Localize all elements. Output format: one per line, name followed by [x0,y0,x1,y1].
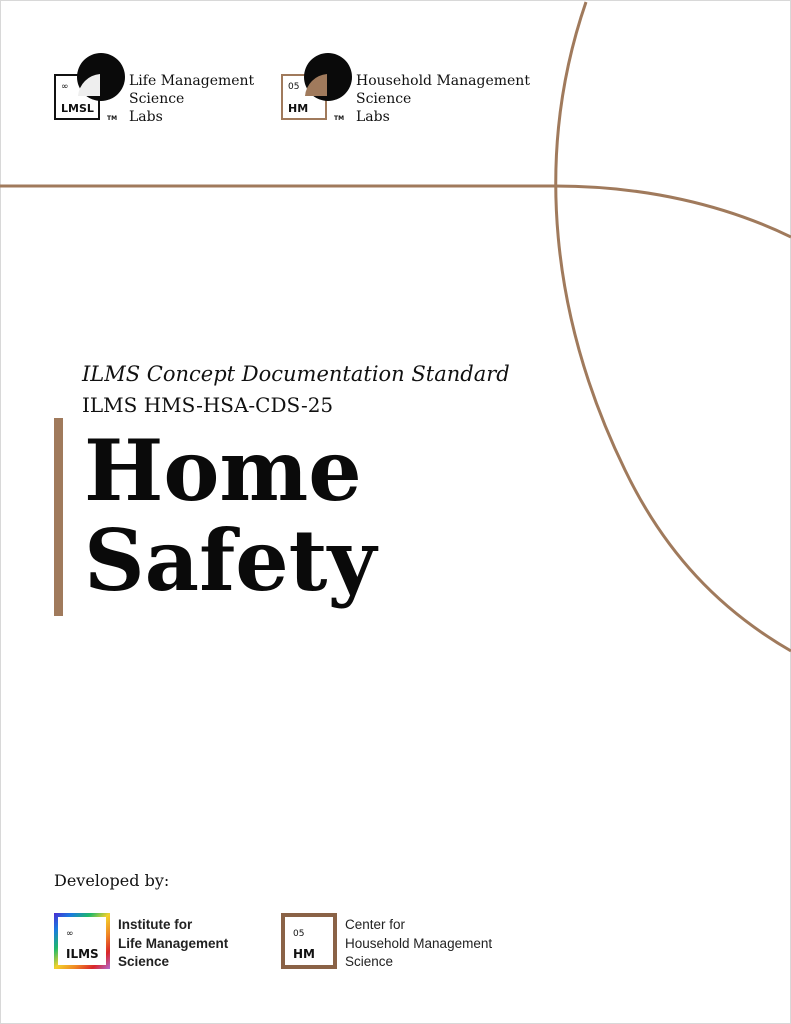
ilms-box-code: ILMS [66,947,99,961]
ilms-name-line: Institute for [118,917,193,932]
lmsl-name-line: Science [129,91,185,107]
small-arc [555,186,791,237]
lmsl-circle-icon [76,52,126,102]
large-arc [556,2,791,651]
hm-name-line: Labs [356,109,390,125]
chm-logo-box [281,913,337,969]
developed-by-label: Developed by: [54,871,170,890]
chm-box-number: 05 [293,929,305,939]
document-title [84,421,377,610]
hm-box-number: 05 [288,82,300,92]
lmsl-box-code: LMSL [61,102,94,115]
chm-name-line: Household Management [345,935,493,951]
chm-name-line: Science [345,954,394,969]
lmsl-name-line: Life Management [129,73,255,89]
document-standard: ILMS Concept Documentation Standard [82,362,510,386]
chm-box-code: HM [293,947,315,961]
ilms-logo-box [54,913,110,969]
hm-trademark: TM [334,115,345,122]
ilms-name-line: Science [118,954,170,969]
hm-name [356,72,536,126]
document-code: ILMS HMS-HSA-CDS-25 [82,393,334,417]
title-accent-bar [54,418,63,616]
chm-name-line: Center for [345,917,406,932]
infinity-icon: ∞ [61,82,69,92]
lmsl-name-line: Labs [129,109,163,125]
title-line: Home [84,421,362,520]
chm-name [345,916,545,972]
hm-name-line: Household Management [356,73,530,89]
lmsl-trademark: TM [107,115,118,122]
hm-circle-icon [303,52,353,102]
infinity-icon: ∞ [66,929,74,939]
hm-name-line: Science [356,91,412,107]
title-line: Safety [84,511,377,610]
ilms-name-line: Life Management [118,935,229,951]
hm-box-code: HM [288,102,309,115]
